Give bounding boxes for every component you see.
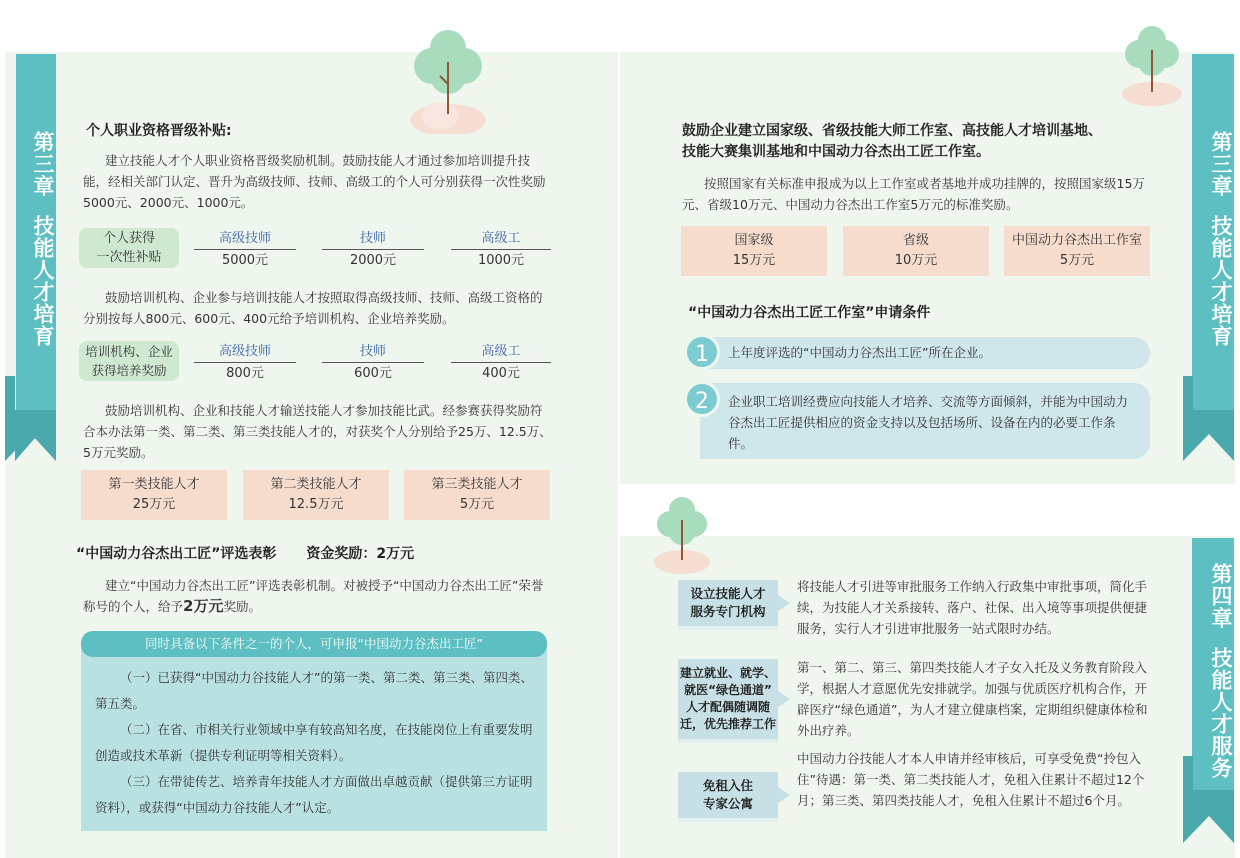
section1-col-1: 高级技师 5000元 <box>194 228 296 272</box>
right-top-title: 鼓励企业建立国家级、省级技能大师工作室、高技能人才培训基地、 技能大赛集训基地和中国动力谷杰出工匠工作室。 <box>682 123 1102 160</box>
rt-box-1: 国家级 15万元 <box>681 226 827 276</box>
rt-box-2: 省级 10万元 <box>843 226 989 276</box>
ribbon-tail-right-bottom <box>1183 756 1235 844</box>
section3-para: 鼓励培训机构、企业和技能人才输送技能人才参加技能比武。经参赛获得奖励符合本办法第一类、第二类、第三类技能人才的，对获奖个人分别给予25万、12.5万、5万元奖励。 <box>83 403 552 460</box>
service-text-2: 第一、第二、第三、第四类技能人才子女入托及义务教育阶段入学，根据人才意愿优先安排就学。加强与优质医疗机构合作，开辟医疗“绿色通道”，为人才建立健康档案，定期组织健康体检和外出疗养。 <box>797 660 1148 738</box>
condition-item: （一）已获得“中国动力谷技能人才”的第一类、第二类、第三类、第四类、 第五类。 <box>95 670 533 711</box>
service-tag-2: 建立就业、就学、 就医“绿色通道” 人才配偶随调随 迁，优先推荐工作 <box>678 659 778 739</box>
number-badge: 2 <box>684 381 720 417</box>
section3-box-2: 第二类技能人才 12.5万元 <box>243 470 389 520</box>
ribbon-chapter: 第三章 <box>31 131 55 197</box>
number-badge: 1 <box>684 334 720 370</box>
section1-label: 个人获得 一次性补贴 <box>79 228 179 268</box>
section2-label: 培训机构、企业 获得培养奖励 <box>79 341 179 381</box>
section1-col-2: 技师 2000元 <box>322 228 424 272</box>
service-tag-1: 设立技能人才 服务专门机构 <box>678 580 778 626</box>
ribbon-tail-right-top <box>1183 376 1235 462</box>
section1-col-3: 高级工 1000元 <box>451 228 551 272</box>
section2-col-1: 高级技师 800元 <box>194 341 296 385</box>
section2-para: 鼓励培训机构、企业参与培训技能人才按照取得高级技师、技师、高级工资格的分别按每人800元、600元、400元给予培训机构、企业培养奖励。 <box>83 290 543 326</box>
award-amount: 资金奖励：2万元 <box>306 546 415 562</box>
section3-box-3: 第三类技能人才 5万元 <box>404 470 550 520</box>
conditions-header: 同时具备以下条件之一的个人，可申报“中国动力谷杰出工匠” <box>81 631 547 657</box>
tree-icon <box>1122 20 1182 106</box>
condition-row-1: 上年度评选的“中国动力谷杰出工匠”所在企业。 <box>700 337 1150 369</box>
ribbon-title: 技能人才培育 <box>31 215 55 347</box>
service-text-1: 将技能人才引进等审批服务工作纳入行政集中审批事项，简化手续，为技能人才关系接转、落户、社保、出入境等事项提供便捷服务，实行人才引进审批服务一站式限时办结。 <box>797 579 1148 636</box>
chapter-ribbon-left <box>16 54 56 410</box>
section1-title: 个人职业资格晋级补贴: <box>86 123 232 139</box>
section1-para: 建立技能人才个人职业资格晋级奖励机制。鼓励技能人才通过参加培训提升技能，经相关部门认定、晋升为高级技师、技师、高级工的个人可分别获得一次性奖励5000元、2000元、1000元。 <box>83 153 546 210</box>
application-conditions-title: “中国动力谷杰出工匠工作室”申请条件 <box>688 305 931 321</box>
section2-col-3: 高级工 400元 <box>451 341 551 385</box>
tree-icon <box>652 492 712 574</box>
condition-row-2: 企业职工培训经费应向技能人才培养、交流等方面倾斜，并能为中国动力谷杰出工匠提供相应的资金支持以及包括场所、设备在内的必要工作条件。 <box>700 383 1150 459</box>
tree-icon <box>410 22 486 134</box>
chapter-ribbon-right-top: 第三章 技能人才培育 <box>1192 54 1234 410</box>
service-tag-3: 免租入住 专家公寓 <box>678 772 778 818</box>
condition-item: （二）在省、市相关行业领域中享有较高知名度，在技能岗位上有重要发明创造或技术革新（提供专利证明等相关资料）。 <box>95 722 533 763</box>
right-top-para: 按照国家有关标准申报成为以上工作室或者基地并成功挂牌的，按照国家级15万元、省级10万元、中国动力谷杰出工作室5万元的标准奖励。 <box>682 176 1145 212</box>
ribbon-tail-left <box>5 376 57 462</box>
chapter-ribbon-right-bottom: 第四章 技能人才服务 <box>1192 538 1234 790</box>
conditions-body <box>81 645 547 831</box>
section4-para: 建立“中国动力谷杰出工匠”评选表彰机制。对被授予“中国动力谷杰出工匠”荣誉称号的个人，给予2万元奖励。 <box>83 578 544 615</box>
service-text-3: 中国动力谷技能人才本人申请并经审核后，可享受免费“拎包入住”待遇：第一类、第二类技能人才，免租入住累计不超过12个月；第三类、第四类技能人才，免租入住累计不超过6个月。 <box>797 751 1145 808</box>
condition-item: （三）在带徒传艺、培养青年技能人才方面做出卓越贡献（提供第三方证明资料），或获得“中国动力谷技能人才”认定。 <box>95 774 533 815</box>
section4-title: “中国动力谷杰出工匠”评选表彰 资金奖励：2万元 <box>76 546 415 562</box>
section2-col-2: 技师 600元 <box>322 341 424 385</box>
rt-box-3: 中国动力谷杰出工作室 5万元 <box>1004 226 1150 276</box>
section3-box-1: 第一类技能人才 25万元 <box>81 470 227 520</box>
